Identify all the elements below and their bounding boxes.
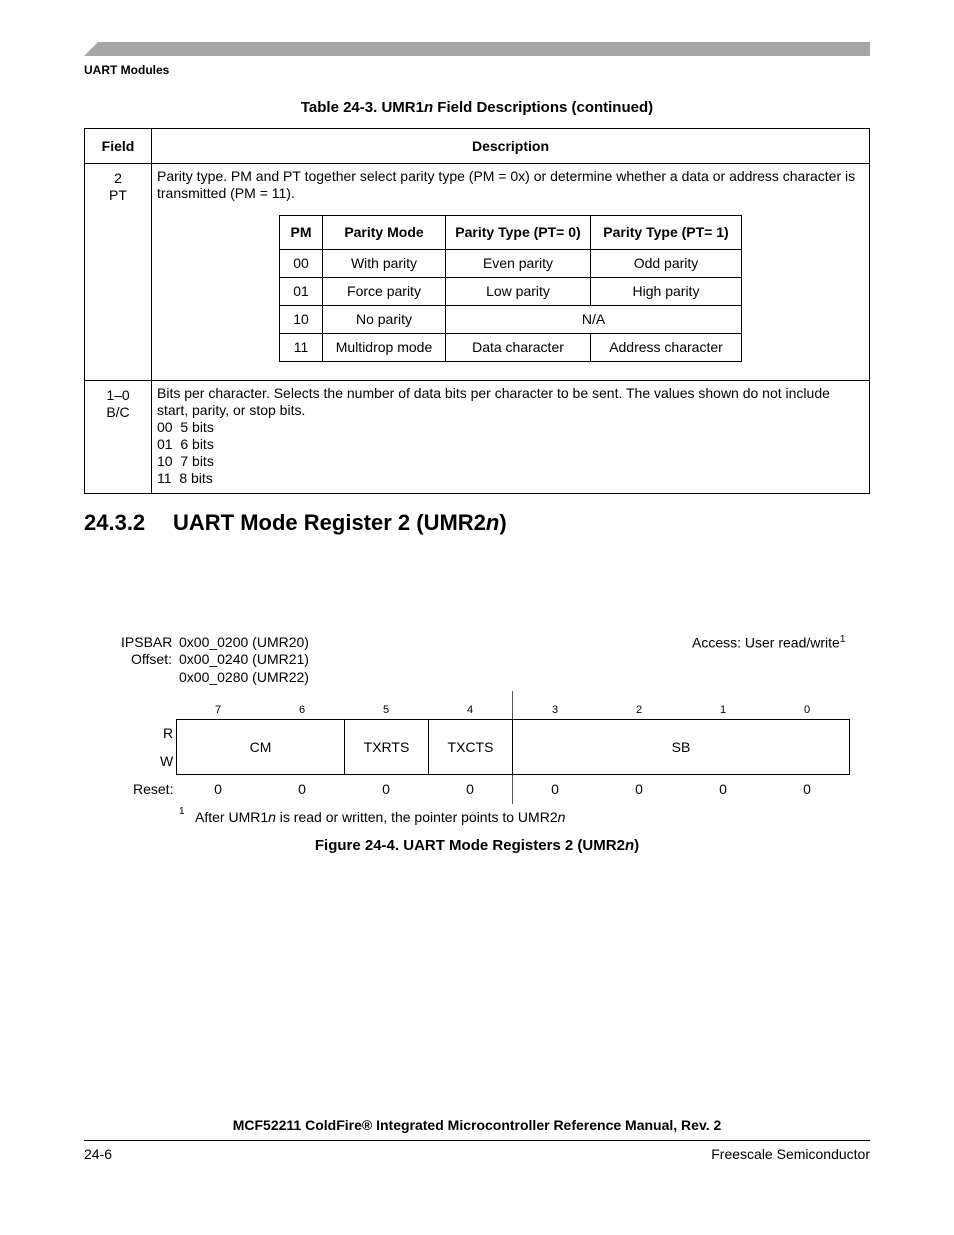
field-name: B/C xyxy=(106,404,130,420)
reset-value: 0 xyxy=(635,781,643,797)
value-line: 00 5 bits xyxy=(157,419,214,435)
page-number: 24-6 xyxy=(84,1146,113,1162)
parity-cell: 10 xyxy=(280,306,323,334)
parity-header-cell: Parity Mode xyxy=(323,216,446,250)
field-descriptions-table xyxy=(84,128,870,494)
write-row-label: W xyxy=(160,753,174,769)
running-header: UART Modules xyxy=(84,63,170,77)
parity-cell: Multidrop mode xyxy=(323,334,446,362)
field-column-header: Field xyxy=(85,129,152,164)
table-caption: Table 24-3. UMR1n Field Descriptions (continued) xyxy=(300,99,654,116)
field-bits: 2 xyxy=(114,170,122,186)
parity-cell: 11 xyxy=(280,334,323,362)
parity-cell: N/A xyxy=(446,306,742,334)
reset-value: 0 xyxy=(803,781,811,797)
reset-value: 0 xyxy=(551,781,559,797)
reset-label: Reset: xyxy=(133,781,174,797)
parity-cell: Low parity xyxy=(446,278,591,306)
parity-row xyxy=(280,250,742,278)
parity-cell: Data character xyxy=(446,334,591,362)
register-address: 0x00_0240 (UMR21) xyxy=(179,651,309,667)
bit-number: 5 xyxy=(382,704,390,716)
offset-label: Offset: xyxy=(131,651,172,667)
description-text: Parity type. PM and PT together select parity type (PM = 0x) or determine whether a data or address character is transmitted (PM = 11). xyxy=(157,168,856,201)
value-line: 01 6 bits xyxy=(157,436,214,452)
parity-header-cell: PM xyxy=(280,216,323,250)
description-column-header: Description xyxy=(152,129,870,164)
description-cell xyxy=(152,381,870,494)
reset-value: 0 xyxy=(382,781,390,797)
bit-number: 3 xyxy=(551,704,559,716)
bit-number: 1 xyxy=(719,704,727,716)
parity-row xyxy=(280,278,742,306)
reset-value: 0 xyxy=(214,781,222,797)
parity-header-cell: Parity Type (PT= 1) xyxy=(591,216,742,250)
reset-value: 0 xyxy=(298,781,306,797)
footnote-text: After UMR1n is read or written, the pointer points to UMR2n xyxy=(195,809,566,825)
parity-cell: Address character xyxy=(591,334,742,362)
parity-cell: 00 xyxy=(280,250,323,278)
header-bar xyxy=(84,42,870,56)
table-row xyxy=(85,164,870,381)
bit-number: 4 xyxy=(466,704,474,716)
footer-title: MCF52211 ColdFire® Integrated Microcontroller Reference Manual, Rev. 2 xyxy=(232,1117,722,1133)
bit-number: 0 xyxy=(803,704,811,716)
company-name: Freescale Semiconductor xyxy=(711,1146,870,1162)
value-line: 11 8 bits xyxy=(157,470,213,486)
register-field-cm: CM xyxy=(176,719,345,775)
footer-rule xyxy=(84,1140,870,1141)
table-row xyxy=(85,381,870,494)
read-row-label: R xyxy=(163,725,174,741)
register-address: 0x00_0200 (UMR20) xyxy=(179,634,309,650)
parity-cell: With parity xyxy=(323,250,446,278)
parity-cell: Force parity xyxy=(323,278,446,306)
parity-header-cell: Parity Type (PT= 0) xyxy=(446,216,591,250)
register-field-sb: SB xyxy=(512,719,850,775)
register-field-txrts: TXRTS xyxy=(344,719,429,775)
parity-cell: Odd parity xyxy=(591,250,742,278)
access-label: Access: User read/write$^1$ xyxy=(692,634,846,651)
ipsbar-label: IPSBAR xyxy=(121,634,173,650)
parity-cell: High parity xyxy=(591,278,742,306)
table-header-row xyxy=(85,129,870,164)
parity-row xyxy=(280,306,742,334)
description-text: Bits per character. Selects the number of data bits per character to be sent. The values shown do not include start, parity, or stop bits. xyxy=(157,385,830,418)
register-address: 0x00_0280 (UMR22) xyxy=(179,669,309,685)
reset-value: 0 xyxy=(719,781,727,797)
bit-number: 7 xyxy=(214,704,222,716)
parity-table-header xyxy=(280,216,742,250)
parity-table xyxy=(279,215,742,362)
figure-caption: Figure 24-4. UART Mode Registers 2 (UMR2n) xyxy=(314,837,640,854)
bit-number: 2 xyxy=(635,704,643,716)
description-cell xyxy=(152,164,870,381)
parity-row xyxy=(280,334,742,362)
reset-value: 0 xyxy=(466,781,474,797)
section-heading: 24.3.2 UART Mode Register 2 (UMR2n) xyxy=(84,510,507,535)
value-line: 10 7 bits xyxy=(157,453,214,469)
parity-cell: No parity xyxy=(323,306,446,334)
parity-cell: Even parity xyxy=(446,250,591,278)
register-field-txcts: TXCTS xyxy=(428,719,513,775)
field-cell xyxy=(85,381,152,494)
footnote-mark: 1 xyxy=(179,806,185,817)
section-number: 24.3.2 xyxy=(84,510,146,535)
field-cell xyxy=(85,164,152,381)
parity-cell: 01 xyxy=(280,278,323,306)
field-name: PT xyxy=(109,187,127,203)
bit-number: 6 xyxy=(298,704,306,716)
field-bits: 1–0 xyxy=(106,387,130,403)
